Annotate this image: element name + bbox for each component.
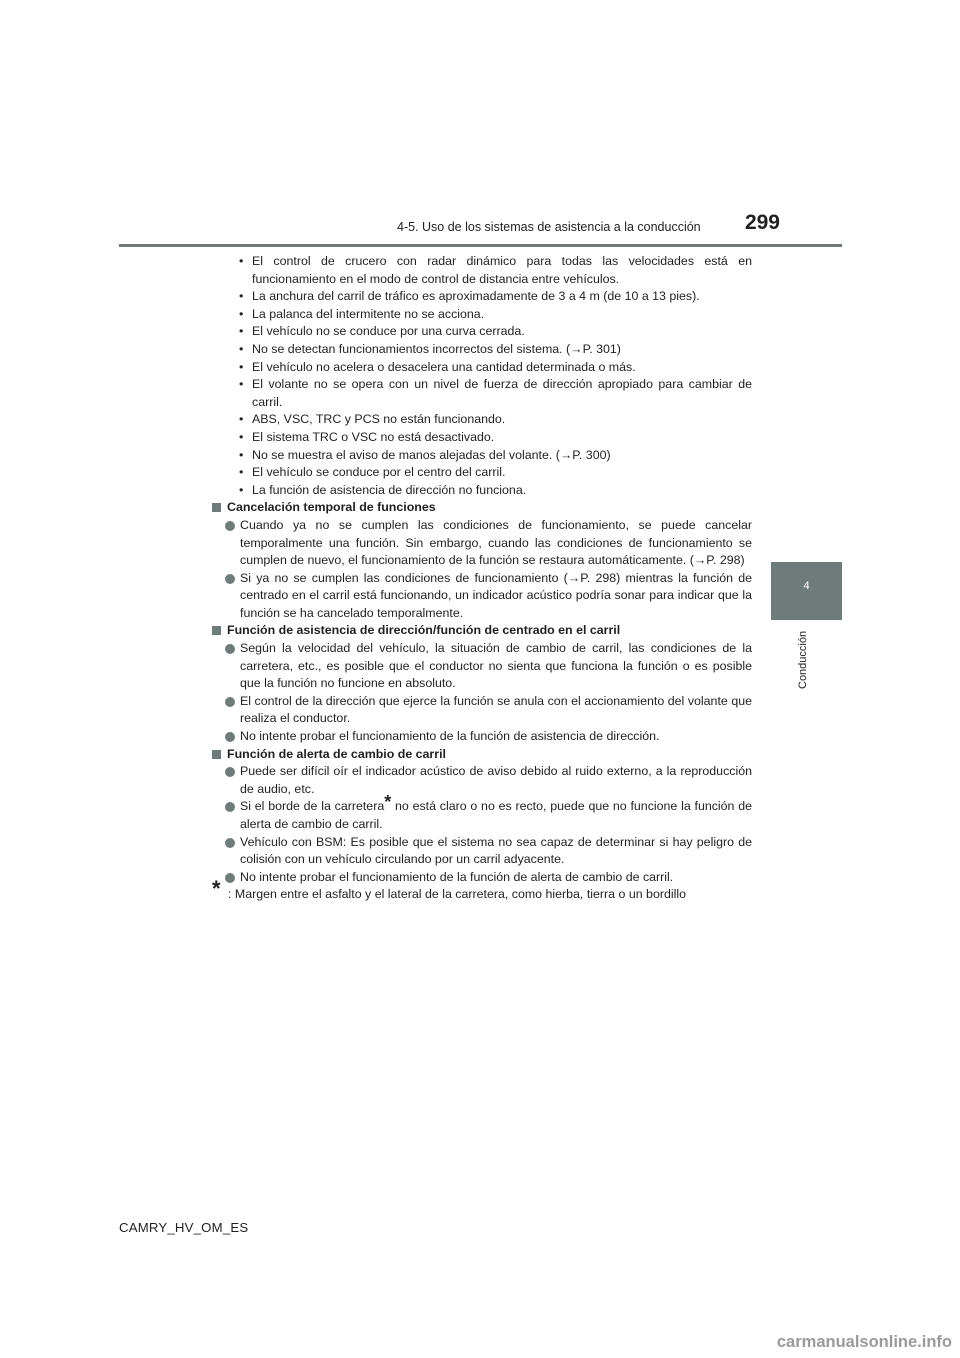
circle-bullet-icon [225, 644, 235, 654]
list-item: • No se muestra el aviso de manos alejadas del volante. (→P. 300) [239, 447, 611, 462]
header-rule [119, 244, 842, 247]
footnote-marker: * [212, 876, 221, 902]
note-item: Vehículo con BSM: Es posible que el sistema no sea capaz de determinar si hay peligro de colisión con un vehículo circulando por un carril adyacente. [212, 834, 752, 869]
list-item: • ABS, VSC, TRC y PCS no están funcionando. [239, 412, 506, 427]
circle-bullet-icon [225, 767, 235, 777]
square-bullet-icon [212, 626, 221, 635]
list-item: • El volante no se opera con un nivel de fuerza de dirección apropiado para cambiar de carril. [239, 377, 752, 409]
note-item: Si el borde de la carretera* no está claro o no es recto, puede que no funcione la función de alerta de cambio de carril. [212, 798, 752, 833]
section-heading: Cancelación temporal de funciones [212, 499, 752, 517]
note-item: No intente probar el funcionamiento de la función de alerta de cambio de carril. [212, 869, 752, 887]
note-item: Cuando ya no se cumplen las condiciones de funcionamiento, se puede cancelar temporalmente una función. Sin embargo, cuando las condiciones de funcionamiento se cumplen de nuevo, el funcionamiento de la función se restaura automáticamente. (→P. 298) [212, 517, 752, 570]
circle-bullet-icon [225, 574, 235, 584]
circle-bullet-icon [225, 873, 235, 883]
footnote: * : Margen entre el asfalto y el lateral de la carretera, como hierba, tierra o un bordillo [212, 876, 686, 902]
chapter-name: Conducción [797, 631, 809, 690]
circle-bullet-icon [225, 697, 235, 707]
list-item: • El control de crucero con radar dinámico para todas las velocidades está en funcionamiento en el modo de control de distancia entre vehículos. [239, 254, 752, 286]
circle-bullet-icon [225, 732, 235, 742]
list-item: • La función de asistencia de dirección no funciona. [239, 482, 527, 497]
page-content [212, 253, 752, 904]
list-item: • No se detectan funcionamientos incorrectos del sistema. (→P. 301) [239, 341, 621, 356]
list-item: • El sistema TRC o VSC no está desactivado. [239, 429, 495, 444]
note-item: Puede ser difícil oír el indicador acústico de aviso debido al ruido externo, a la reproducción de audio, etc. [212, 763, 752, 798]
list-item: • La anchura del carril de tráfico es aproximadamente de 3 a 4 m (de 10 a 13 pies). [239, 289, 700, 304]
list-item: • El vehículo no se conduce por una curva cerrada. [239, 324, 525, 339]
circle-bullet-icon [225, 838, 235, 848]
square-bullet-icon [212, 750, 221, 759]
square-bullet-icon [212, 503, 221, 512]
conditions-list [212, 253, 752, 499]
chapter-tab [771, 562, 842, 620]
circle-bullet-icon [225, 521, 235, 531]
note-item: Según la velocidad del vehículo, la situación de cambio de carril, las condiciones de la carretera, etc., es posible que el conductor no sienta que funciona la función o es posible que la función no funcione en absoluto. [212, 640, 752, 693]
watermark: carmanualsonline.info [776, 1333, 952, 1351]
section-title: 4-5. Uso de los sistemas de asistencia a la conducción [397, 220, 701, 234]
list-item: • El vehículo no acelera o desacelera una cantidad determinada o más. [239, 359, 636, 374]
circle-bullet-icon [225, 802, 235, 812]
note-item: No intente probar el funcionamiento de la función de asistencia de dirección. [212, 728, 752, 746]
list-item: • La palanca del intermitente no se acciona. [239, 306, 485, 321]
document-code: CAMRY_HV_OM_ES [119, 1220, 249, 1235]
note-item: El control de la dirección que ejerce la función se anula con el accionamiento del volante que realiza el conductor. [212, 693, 752, 728]
section-heading: Función de alerta de cambio de carril [212, 746, 752, 764]
note-item: Si ya no se cumplen las condiciones de funcionamiento (→P. 298) mientras la función de centrado en el carril está funcionando, un indicador acústico podría sonar para indicar que la función se ha cancelado temporalmente. [212, 570, 752, 623]
section-heading: Función de asistencia de dirección/función de centrado en el carril [212, 622, 752, 640]
list-item: • El vehículo se conduce por el centro del carril. [239, 465, 506, 480]
footnote-star: * [384, 792, 392, 813]
page-number: 299 [744, 211, 780, 234]
chapter-number: 4 [803, 580, 810, 592]
